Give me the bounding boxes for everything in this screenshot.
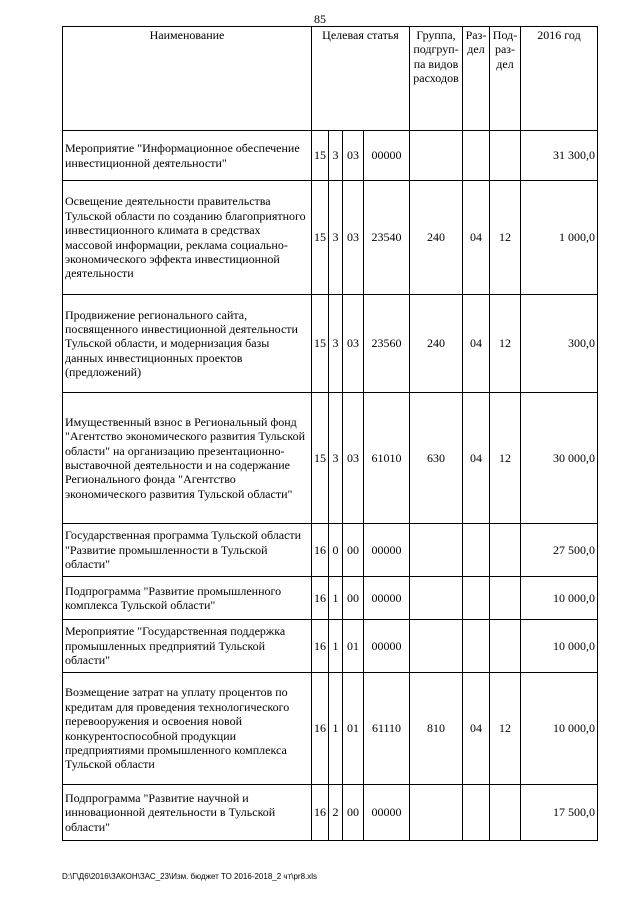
row-subsection [490,785,521,841]
header-group: Группа, подгруп- па видов расходов [410,27,463,131]
row-ts2: 3 [329,131,343,181]
row-name: Продвижение регионального сайта, посвященного инвестиционной деятельности Тульской области, и модернизация базы данных инвестиционных проектов (предложений) [63,295,312,393]
row-ts4: 23560 [364,295,410,393]
header-subsection: Под- раз- дел [490,27,521,131]
row-ts3: 03 [343,131,364,181]
row-ts2: 1 [329,673,343,785]
row-name: Имущественный взнос в Региональный фонд "Агентство экономического развития Тульской области" на организацию презентационно-выставочной деятельности и на содержание Регионального фонда "Агентство экономического развития Тульской области" [63,393,312,524]
row-group: 240 [410,181,463,295]
row-ts1: 15 [312,131,329,181]
row-ts3: 00 [343,785,364,841]
header-target: Целевая статья [312,27,410,131]
row-ts2: 3 [329,393,343,524]
row-ts4: 61010 [364,393,410,524]
row-ts2: 1 [329,577,343,620]
row-group [410,785,463,841]
row-ts1: 15 [312,393,329,524]
row-amount: 30 000,0 [521,393,598,524]
row-subsection [490,131,521,181]
table-row [63,524,598,577]
table-row [63,393,598,524]
row-section: 04 [463,181,490,295]
row-ts4: 00000 [364,620,410,673]
table-row [63,673,598,785]
row-section: 04 [463,295,490,393]
row-ts1: 16 [312,673,329,785]
row-group [410,577,463,620]
row-section: 04 [463,673,490,785]
row-ts1: 16 [312,620,329,673]
row-group: 810 [410,673,463,785]
row-section [463,785,490,841]
row-amount: 10 000,0 [521,620,598,673]
row-group: 240 [410,295,463,393]
header-year: 2016 год [521,27,598,131]
row-group [410,131,463,181]
row-subsection: 12 [490,295,521,393]
row-ts3: 01 [343,620,364,673]
row-subsection [490,524,521,577]
row-name: Мероприятие "Информационное обеспечение инвестиционной деятельности" [63,131,312,181]
row-section [463,620,490,673]
row-ts2: 3 [329,181,343,295]
row-ts3: 00 [343,524,364,577]
table-row [63,181,598,295]
row-name: Подпрограмма "Развитие промышленного комплекса Тульской области" [63,577,312,620]
header-name: Наименование [63,27,312,131]
table-header-row [63,27,598,131]
row-ts3: 00 [343,577,364,620]
row-ts2: 1 [329,620,343,673]
row-amount: 10 000,0 [521,673,598,785]
budget-table [62,26,598,841]
row-subsection: 12 [490,393,521,524]
row-ts3: 01 [343,673,364,785]
table-row [63,785,598,841]
row-name: Мероприятие "Государственная поддержка промышленных предприятий Тульской области" [63,620,312,673]
row-amount: 31 300,0 [521,131,598,181]
row-ts4: 00000 [364,131,410,181]
page-number: 85 [314,12,326,26]
row-section [463,131,490,181]
row-group: 630 [410,393,463,524]
table-row [63,620,598,673]
row-amount: 10 000,0 [521,577,598,620]
header-section: Раз- дел [463,27,490,131]
table-row [63,131,598,181]
row-ts1: 16 [312,577,329,620]
row-name: Освещение деятельности правительства Тульской области по созданию благоприятного инвестиционного климата в средствах массовой информации, реклама социально-экономического эффекта инвестиционной деятельности [63,181,312,295]
row-subsection: 12 [490,181,521,295]
row-group [410,620,463,673]
row-group [410,524,463,577]
row-ts4: 23540 [364,181,410,295]
row-name: Возмещение затрат на уплату процентов по кредитам для проведения технологического перевооружения и освоения новой конкурентоспособной продукции предприятиями промышленного комплекса Тульской области [63,673,312,785]
row-amount: 1 000,0 [521,181,598,295]
row-ts4: 00000 [364,577,410,620]
row-ts1: 16 [312,524,329,577]
row-subsection: 12 [490,673,521,785]
row-ts1: 16 [312,785,329,841]
row-amount: 17 500,0 [521,785,598,841]
row-section: 04 [463,393,490,524]
footer-file-path: D:\Г\Д6\2016\ЗАКОН\ЗАС_23\Изм. бюджет ТО 2016-2018_2 чт\pr8.xls [62,872,318,881]
row-amount: 300,0 [521,295,598,393]
table-row [63,577,598,620]
row-ts3: 03 [343,393,364,524]
row-name: Государственная программа Тульской области "Развитие промышленности в Тульской области" [63,524,312,577]
row-ts2: 3 [329,295,343,393]
row-ts3: 03 [343,295,364,393]
row-section [463,577,490,620]
row-ts1: 15 [312,295,329,393]
row-ts1: 15 [312,181,329,295]
row-ts2: 0 [329,524,343,577]
row-ts4: 00000 [364,785,410,841]
row-ts2: 2 [329,785,343,841]
row-subsection [490,620,521,673]
row-amount: 27 500,0 [521,524,598,577]
table-row [63,295,598,393]
row-name: Подпрограмма "Развитие научной и инновационной деятельности в Тульской области" [63,785,312,841]
row-ts4: 61110 [364,673,410,785]
row-subsection [490,577,521,620]
row-section [463,524,490,577]
row-ts4: 00000 [364,524,410,577]
row-ts3: 03 [343,181,364,295]
